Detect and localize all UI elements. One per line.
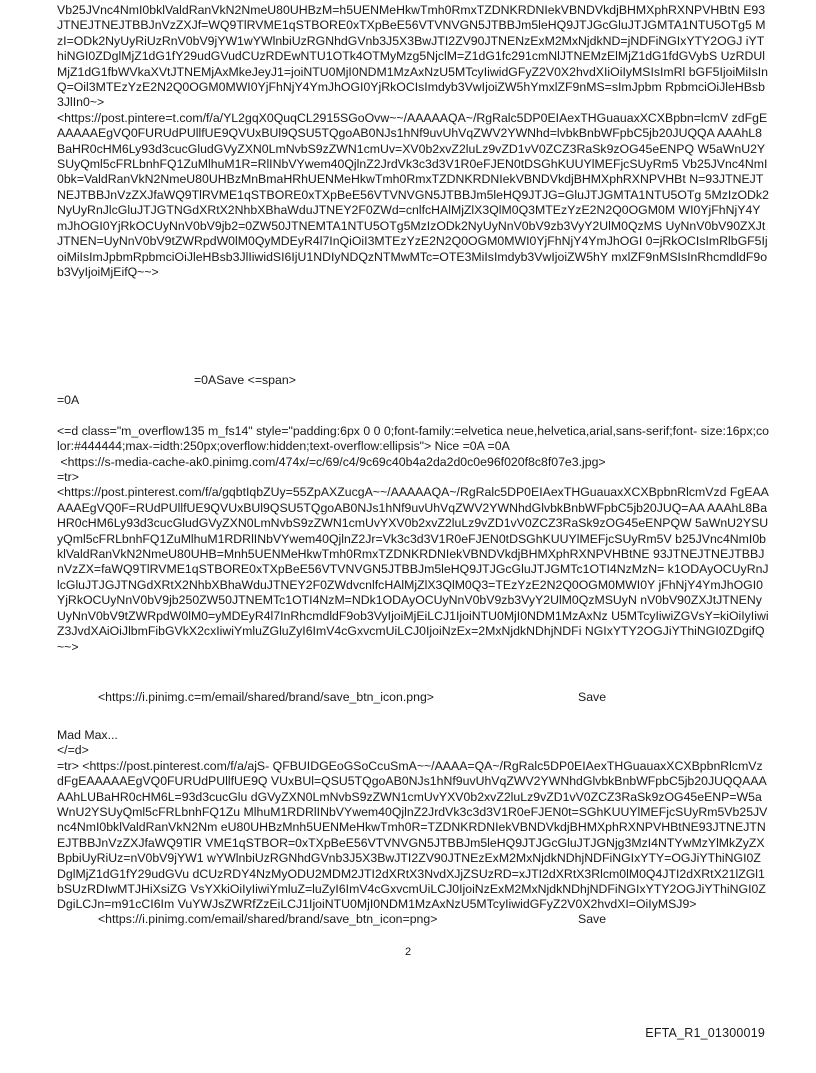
document-id-footer: EFTA_R1_01300019 [645,1026,765,1040]
save-button-image-url-2: <https://i.pinimg.com/email/shared/brand/save_btn_icon=png> [98,912,438,926]
page-number: 2 [404,946,412,958]
save-span-line: =0ASave <=span> [194,373,296,387]
save-label: Save [578,690,607,704]
save-label-2: Save [578,912,607,926]
email-source-text-block-1: Vb25JVnc4NmI0bklValdRanVkN2NmeU80UHBzM=h5UENMeHkwTmh0RmxTZDNKRDNIekVBNDVkdjBHMXphRXNPVHBtN E93JTNEJTNEJTBBJnVzZXJf=WQ9TlRVME1qSTBORE0xTXpBeE56VTVNVGN5JTBBJm5leHQ9JTJGcGluJTJGMTA1NTU5OTg5 MzI=ODk2NyUyRiUzRnV0bV9jYW1wYWlnbiUzRGNhdGVnb3J5X3BwJTI2ZV90JTNENzExM2MxNjdkND=jNDFiNGIxYTY2OGJ iYThiNGI0ZDglMjZ1dG1fY29udGVudCUzRDEwNTU1OTk4OTMyMzg5NjclM=Z1dG1fc291cmNlJTNEMzElMjZ1dG1fdGVybS UzRDUlMjZ1dG1fbWVkaXVtJTNEMjAxMkeJeyJ1=joiNTU0MjI0NDM1MzAxNzU5MTcyIiwidGFyZ2V0X2hvdXIiOiIyMSIsImRl bGF5IjoiMiIsInQ=Oil3MTEzYzE2N2Q0OGM0MWI0YjFhNjY4YmJhOGI0YjRkOCIsImdyb3VwIjoiZW5hYmxlZF9nMS=sImJpbm RpbmciOiJleHBsb3JlIn0~> <https://post.pintere=t.com/f/a/YL2gqX0QuqCL2915SGoOvw~~/AAAAAQA~/RgRalc5DP0EIAexTHGuauaxXCXBpbn=lcmV zdFgEAAAAAEgVQ0FURUdPUllfUE9QVUxBUl9QSU5TQgoAB0NJs1hNf9uvUhVqZWV2YWNhd=lvbkBnbWFpbC5jb20JUQQA AAAhL8BaHR0cHM6Ly93d3cucGludGVyZXN0LmNvbS9zZWN1cmUv=XV0b2xvZ2luLz9vZD1vV0ZCZ3RaSk9zOG45eENPQ W5aWnU2YSUyQml5cFRLbnhFQ1ZuMlhuM1R=RlINbVYwem40QjlnZ2JrdVk3c3d3V1R0eFJEN0tDSGhKUUYlMEFjcSUyRm5 Vb25JVnc4NmI0bk=ValdRanVkN2NmeU80UHBzMnBmaHRhUENMeHkwTmh0RmxTZDNKRDNIekVBNDVkdjBHMXphRXNPVHBt N=93JTNEJTNEJTBBJnVzZXJfaWQ9TlRVME1qSTBORE0xTXpBeE56VTVNVGN5JTBBJm5leHQ9JTJG=GluJTJGMTA1NTU5OTg 5MzIzODk2NyUyRnJlcGluJTJGTNGdXRtX2NhbXBhaWduJTNEY2F0ZWd=cnlfcHAlMjZlX3QlM0Q3MTEzYzE2N2Q0OGM0M WI0YjFhNjY4YmJhOGI0YjRkOCUyNnV0bV9jb2=0ZW50JTNEMTA1NTU5OTg5MzIzODk2NyUyNnV0bV9zb3VyY2UlM0QzMS UyNnV0bV90ZXJtJTNEN=UyNnV0bV9tZWRpdW0lM0QyMDEyR4l7InQiOiI3MTEzYzE2N2Q0OGM0MWI0YjFhNjY4YmJhOGI 0=jRkOCIsImRlbGF5IjoiMiIsImJpbmRpbmciOiJleHBsb3JlIiwidSI6IjU1NDIyNDQzNTMwMTc=OTE3MiIsImdyb3VwIjoiZW5hY mxlZF9nMSIsInRhcmdldF9ob3VyIjoiMjEifQ~~> [57,3,769,279]
email-source-text-block-3: Mad Max... </=d> =tr> <https://post.pinterest.com/f/a/ajS- QFBUIDGEoGSoCcuSmA~~/AAAA=QA~/RgRalc5DP0EIAexTHGuauaxXCXBpbnRlcmVzdFgEAAAAAEgVQ0FURUdPUllfUE9Q VUxBUl=QSU5TQgoAB0NJs1hNf9uvUhVqZWV2YWNhdGlvbkBnbWFpbC5jb20JUQQAAAAAhLUBaHR0cHM6L=93d3cucGlu dGVyZXN0LmNvbS9zZWN1cmUvYXV0b2xvZ2luLz9vZD1vV0ZCZ3RaSk9zOG45eENP=W5aWnU2YSUyQml5cFRLbnhFQ1Zu MlhuM1RDRlINbVYwem40QjlnZ2JrdVk3c3d3V1R0eFJEN0t=SGhKUUYlMEFjcSUyRm5Vb25JVnc4NmI0bklValdRanVkN2Nm eU80UHBzMnh5UENMeHkwTmh0R=TZDNKRDNIekVBNDVkdjBHMXphRXNPVHBtNE93JTNEJTNEJTBBJnVzZXJfaWQ9TlR VME1qSTBOR=0xTXpBeE56VTVNVGN5JTBBJm5leHQ9JTJGcGluJTJGNjg3MzI4NTYwMzYlMkZyZXBpbiUyRiUz=nV0bV9jYW1 wYWlnbiUzRGNhdGVnb3J5X3BwJTI2ZV90JTNEzExM2MxNjdkNDhjNDFiNGIxYTY=OGJiYThiNGI0ZDglMjZ1dG1fY29udGVu dCUzRDY4NzMyODU2MDM2JTI2dXRtX3NvdXJjZSUzRD=xJTI2dXRtX3Rlcm0lM0Q4JTI2dXRtX21lZGl1bSUzRDIwMTJHiXsiZG VsYXkiOiIyIiwiYmluZ=luZyI6ImV4cGxvcmUiLCJ0IjoiNzExM2MxNjdkNDhjNDFiNGIxYTY2OGJiYThiNGI0ZDgiLCJn=m91cCI6Im VuYWJsZWRfZzEiLCJ1IjoiNTU0MjI0NDM1MzAxNzU5MTcyIiwidGFyZ2V0X2hvdXI=OiIyMSJ9> [57,728,768,912]
email-source-text-block-2: =0A <=d class="m_overflow135 m_fs14" style="padding:6px 0 0 0;font-family:=elvetica neue,helvetica,arial,sans-serif;font- size:16px;color:#444444;max-=idth:250px;overflow:hidden;text-overflow:ellipsis"> Nice =0A =0A <https://s-media-cache-ak0.pinimg.com/474x/=c/69/c4/9c69c40b4a2da2d0c0e96f020f8c8f07e3.jpg> =tr> <https://post.pinterest.com/f/a/gqbtIqbZUy=55ZpAXZucgA~~/AAAAAQA~/RgRalc5DP0EIAexTHGuauaxXCXBpbnRlcmVzd FgEAAAAAEgVQ0F=RUdPUllfUE9QVUxBUl9QSU5TQgoAB0NJs1hNf9uvUhVqZWV2YWNhdGlvbkBnbWFpbC5jb20JUQ=AA AAAhL8BaHR0cHM6Ly93d3cucGludGVyZXN0LmNvbS9zZWN1cmUvYXV0b2xvZ2luLz9vZD1vV0ZCZ3RaSk9zOG45eENPQW 5aWnU2YSUyQml5cFRLbnhFQ1ZuMlhuM1RDRlINbVYwem40QjlnZ2Jr=Vk3c3d3V1R0eFJEN0tDSGhKUUYlMEFjcSUyRm5V b25JVnc4NmI0bklValdRanVkN2NmeU80UHB=Mnh5UENMeHkwTmh0RmxTZDNKRDNIekVBNDVkdjBHMXphRXNPVHBtNE 93JTNEJTNEJTBBJnVzZX=faWQ9TlRVME1qSTBORE0xTXpBeE56VTVNVGN5JTBBJm5leHQ9JTJGcGluJTJGMTc1OTI4NzMzN= k1ODAyOCUyRnJlcGluJTJGJTNGdXRtX2NhbXBhaWduJTNEY2F0ZWdvcnlfcHAlMjZlX3QlM0Q3=TEzYzE2N2Q0OGM0MWI0Y jFhNjY4YmJhOGI0YjRkOCUyNnV0bV9jb250ZW50JTNEMTc1OTI4NzM=NDk1ODAyOCUyNnV0bV9zb3VyY2UlM0QzMSUyN nV0bV90ZXJtJTNENyUyNnV0bV9tZWRpdW0lM0=yMDEyR4l7InRhcmdldF9ob3VyIjoiMjEiLCJ1IjoiNTU0MjI0NDM1MzAxNz U5MTcyIiwiZGVsY=kiOiIyIiwiZ3JvdXAiOiJlbmFibGVkX2cxIiwiYmluZGluZyI6ImV4cGxvcmUiLCJ0IjoiNzEx=2MxNjdkNDhjNDFi NGIxYTY2OGJiYThiNGI0ZDgifQ~~> [57,393,770,654]
save-button-image-url: <https://i.pinimg.c=m/email/shared/brand/save_btn_icon.png> [98,690,434,704]
